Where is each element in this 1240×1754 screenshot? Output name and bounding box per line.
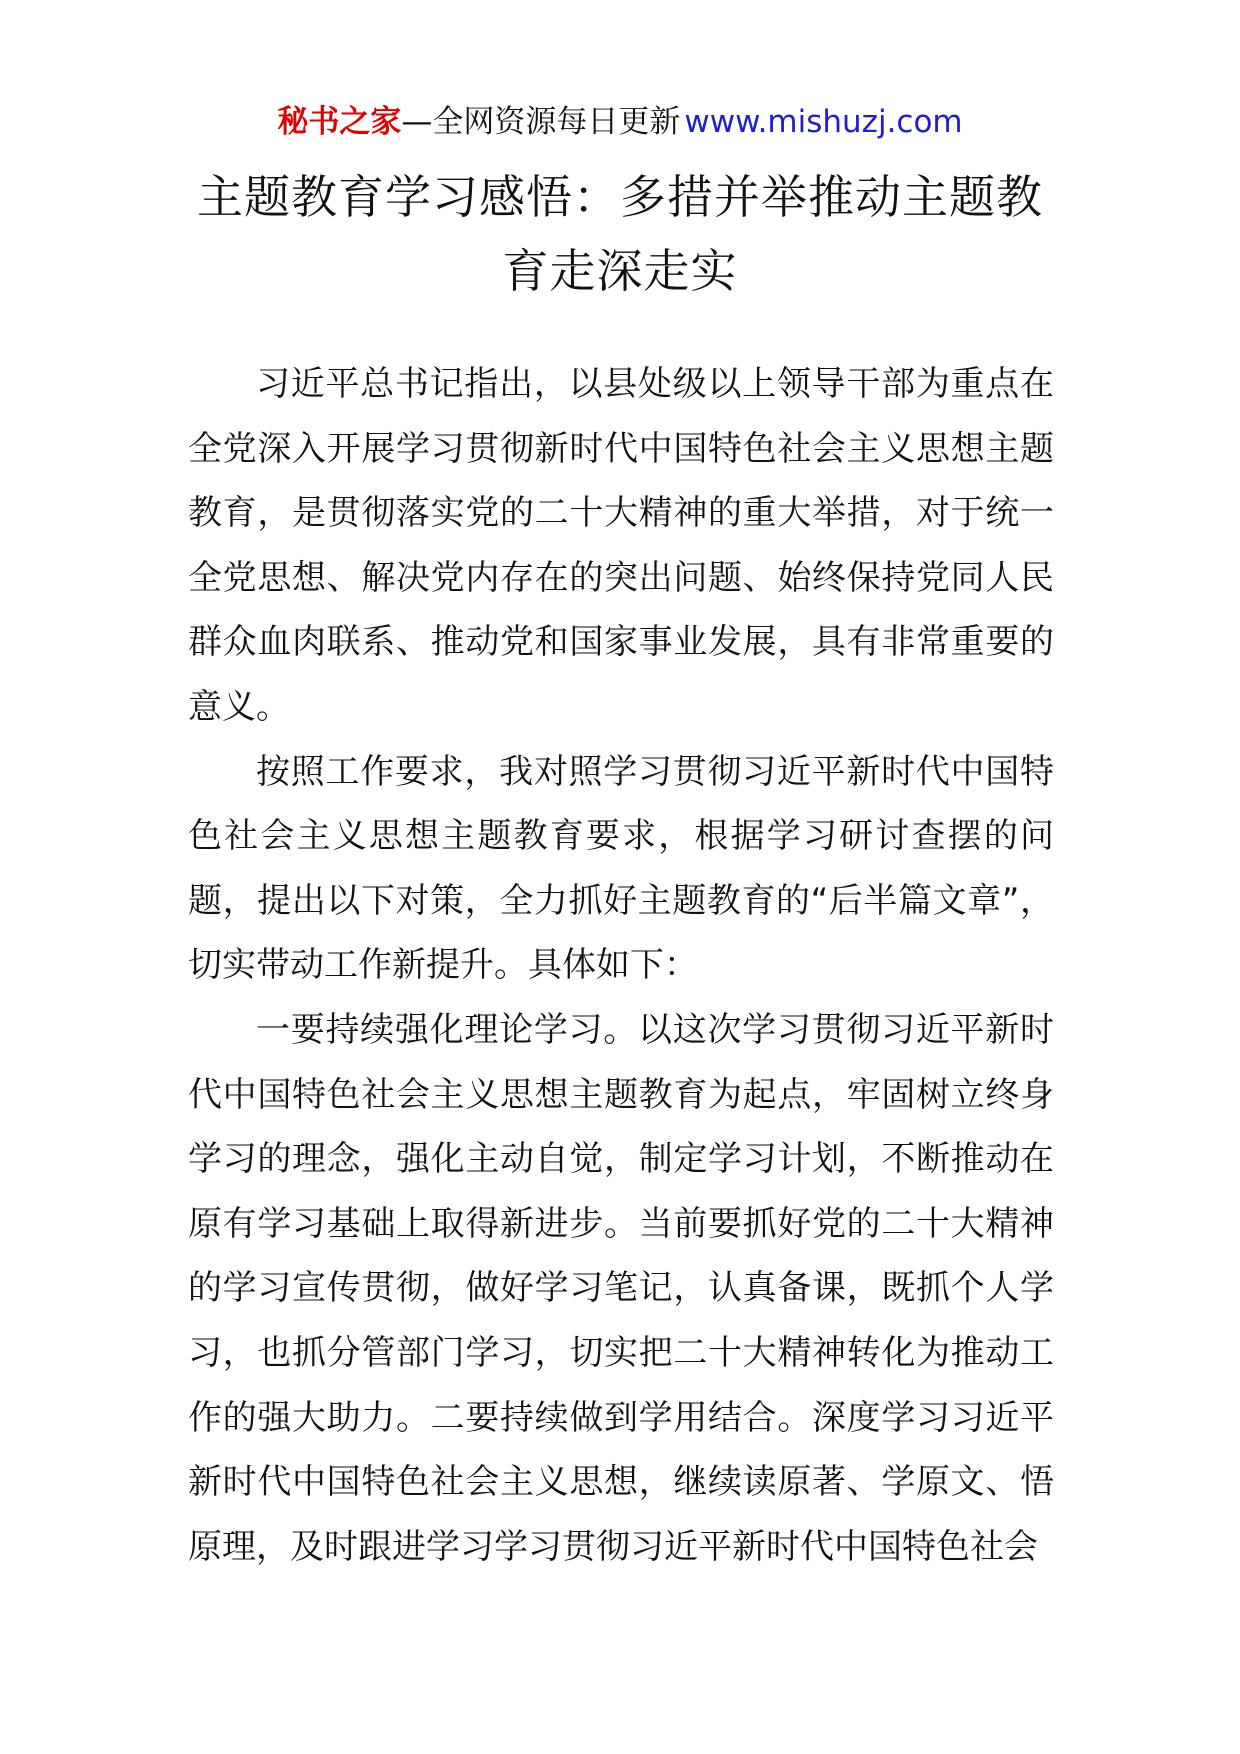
paragraph: 习近平总书记指出，以县处级以上领导干部为重点在全党深入开展学习贯彻新时代中国特色社会主义思想主题教育，是贯彻落实党的二十大精神的重大举措，对于统一全党思想、解决党内存在的突出问题、始终保持党同人民群众血肉联系、推动党和国家事业发展，具有非常重要的意义。 bbox=[188, 364, 1054, 727]
site-url-link[interactable]: www.mishuzj.com bbox=[684, 104, 963, 140]
header-slogan: —全网资源每日更新 bbox=[401, 104, 681, 140]
document-title: 主题教育学习感悟：多措并举推动主题教育走深走实 bbox=[197, 170, 1043, 298]
document-body bbox=[188, 352, 1054, 1579]
paragraph: 按照工作要求，我对照学习贯彻习近平新时代中国特色社会主义思想主题教育要求，根据学习研讨查摆的问题，提出以下对策，全力抓好主题教育的“后半篇文章”，切实带动工作新提升。具体如下： bbox=[188, 751, 1054, 986]
paragraph: 一要持续强化理论学习。以这次学习贯彻习近平新时代中国特色社会主义思想主题教育为起点，牢固树立终身学习的理念，强化主动自觉，制定学习计划，不断推动在原有学习基础上取得新进步。当前要抓好党的二十大精神的学习宣传贯彻，做好学习笔记，认真备课，既抓个人学习，也抓分管部门学习，切实把二十大精神转化为推动工作的强大助力。二要持续做到学用结合。深度学习习近平新时代中国特色社会主义思想，继续读原著、学原文、悟原理，及时跟进学习学习贯彻习近平新时代中国特色社会 bbox=[188, 1009, 1054, 1567]
site-header bbox=[0, 100, 1240, 144]
brand-name: 秘书之家 bbox=[277, 104, 402, 140]
